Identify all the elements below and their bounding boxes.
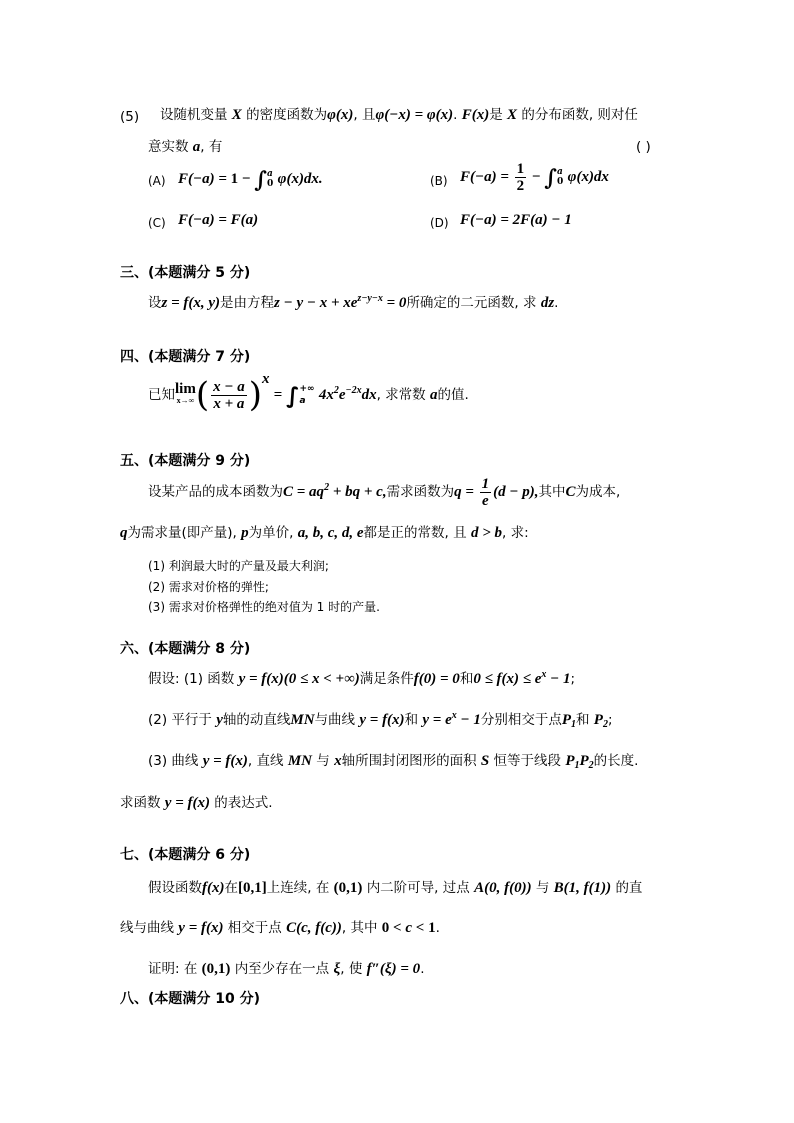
section-7-title: 七、(本题满分 6 分) <box>120 847 251 863</box>
option-d-label: (D) <box>430 216 449 230</box>
section-6-line-3: (3) 曲线 y = f(x), 直线 MN 与 x轴所围封闭图形的面积 S 恒等于线段 $P_1P_2$的长度. <box>148 753 639 771</box>
section-8-title: 八、(本题满分 10 分) <box>120 991 261 1007</box>
section-6-line-1: 假设: (1) 函数 y = f(x)(0 ≤ x < +∞)满足条件f(0) = 0和$0 \le f(x) \le e^x - 1$; <box>148 669 576 687</box>
section-4-text: 已知lim x→∞ ( $\frac{x - a}{x + a}$ )$^x$ = ∫+∞ a $4x^2e^{-2x}dx$, 求常数 a的值. <box>148 371 469 415</box>
q5-line-2: 意实数 a, 有 <box>148 139 223 155</box>
option-b-label: (B) <box>430 174 448 188</box>
section-6-line-4: 求函数 y = f(x) 的表达式. <box>120 795 273 811</box>
q5-line-1: 设随机变量 X 的密度函数为φ(x), 且φ(−x) = φ(x). F(x)是 X 的分布函数, 则对任 <box>160 107 638 123</box>
section-6-line-2: (2) 平行于 y轴的动直线MN与曲线 y = f(x)和 $y = e^x - 1$分别相交于点$P_1$和 $P_2$; <box>148 710 613 730</box>
section-5-item: (1) 利润最大时的产量及最大利润; <box>148 559 329 573</box>
option-c-formula: F(−a) = F(a) <box>178 212 259 228</box>
section-7-line-3: 证明: 在 (0,1) 内至少存在一点 ξ, 使 f″(ξ) = 0. <box>148 961 425 977</box>
section-3-text: 设z = f(x, y)是由方程$z - y - x + xe^{z-y-x} = 0$所确定的二元函数, 求 dz. <box>148 293 559 311</box>
section-5-line-1: 设某产品的成本函数为$C = aq^2$ + bq + c,需求函数为q = $\frac{1}{e}$ (d − p),其中C为成本, <box>148 475 621 509</box>
answer-blank: ( ) <box>636 139 651 155</box>
section-7-line-1: 假设函数f(x)在[0,1]上连续, 在 (0,1) 内二阶可导, 过点 A(0, f(0)) 与 B(1, f(1)) 的直 <box>148 880 643 896</box>
option-b-formula: F(−a) = $\frac{1}{2}$ − ∫a 0 φ(x)dx <box>460 160 609 194</box>
q5-number: (5) <box>120 109 140 125</box>
option-a-label: (A) <box>148 174 166 188</box>
option-a-formula: F(−a) = 1 − ∫a 0 φ(x)dx. <box>178 167 323 193</box>
section-5-line-2: q为需求量(即产量), p为单价, a, b, c, d, e都是正的常数, 且 d > b, 求: <box>120 525 529 541</box>
section-5-item: (3) 需求对价格弹性的绝对值为 1 时的产量. <box>148 600 380 614</box>
section-6-title: 六、(本题满分 8 分) <box>120 641 251 657</box>
section-4-title: 四、(本题满分 7 分) <box>120 349 251 365</box>
section-5-item: (2) 需求对价格的弹性; <box>148 580 269 594</box>
section-7-line-2: 线与曲线 y = f(x) 相交于点 C(c, f(c)), 其中 0 < c < 1. <box>120 920 440 936</box>
section-3-title: 三、(本题满分 5 分) <box>120 265 251 281</box>
option-c-label: (C) <box>148 216 166 230</box>
section-5-title: 五、(本题满分 9 分) <box>120 453 251 469</box>
option-d-formula: F(−a) = 2F(a) − 1 <box>460 212 572 228</box>
